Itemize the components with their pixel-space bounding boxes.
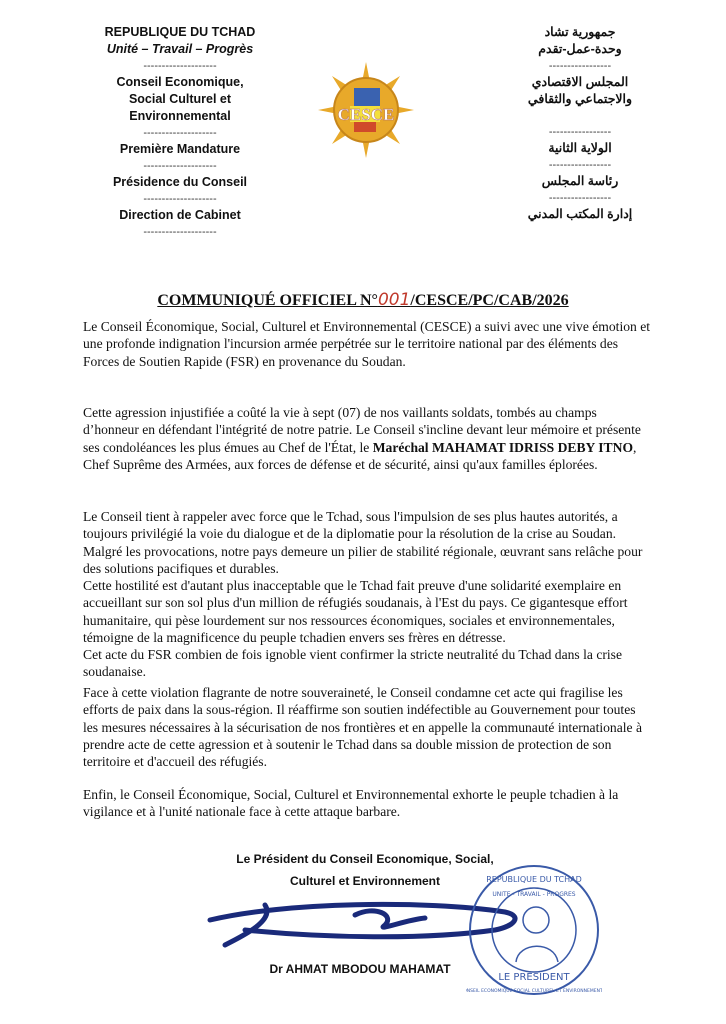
signatory-title-line-2: Culturel et Environnement xyxy=(289,874,441,888)
cabinet-ar: إدارة المكتب المدني xyxy=(527,207,633,221)
paragraph-5: Cet acte du FSR combien de fois ignoble vient confirmer la stricte neutralité du Tchad dans la crise soudanaise. xyxy=(83,647,622,680)
mandate: Première Mandature xyxy=(119,142,241,156)
org-name-2: Social Culturel et xyxy=(128,92,232,106)
org-name-ar-1: المجلس الاقتصادي xyxy=(531,75,629,89)
separator: ----------------- xyxy=(548,192,612,204)
svg-text:REPUBLIQUE DU TCHAD: REPUBLIQUE DU TCHAD xyxy=(486,875,582,884)
paragraph-2-text-end: , Chef Suprême des Armées, aux forces de défense et de sécurité, ainsi qu'aux familles éplorées. xyxy=(83,439,637,472)
signatory-name: Dr AHMAT MBODOU MAHAMAT xyxy=(269,962,451,976)
separator: -------------------- xyxy=(143,226,217,238)
official-stamp xyxy=(466,862,602,998)
header-left xyxy=(80,24,280,240)
header-right xyxy=(500,24,660,223)
title-suffix: /CESCE/PC/CAB/2026 xyxy=(410,292,569,309)
svg-text:CESCE: CESCE xyxy=(337,105,395,124)
country-name-ar: جمهورية تشاد xyxy=(544,25,616,39)
separator: -------------------- xyxy=(143,127,217,139)
separator: ----------------- xyxy=(548,159,612,171)
presidency: Présidence du Conseil xyxy=(112,175,248,189)
separator: ----------------- xyxy=(548,60,612,72)
cesce-logo xyxy=(318,62,414,158)
paragraph-2-text: Cette agression injustifiée a coûté la vie à sept (07) de nos vaillants soldats, tombés au champs d’honneur en défendant l'intégrité de notre patrie. Le Conseil s'incline devant leur mémoire et présente ses condoléances les plus émues au Chef de l'État, le xyxy=(83,405,641,455)
paragraph-1: Le Conseil Économique, Social, Culturel et Environnemental (CESCE) a suivi avec une vive émotion et une profonde indignation l'incursion armée perpétrée sur le territoire national par des éléments des Forces de Soutien Rapide (FSR) en provenance du Soudan. xyxy=(83,319,651,369)
svg-text:UNITE - TRAVAIL - PROGRES: UNITE - TRAVAIL - PROGRES xyxy=(492,891,576,898)
motto: Unité – Travail – Progrès xyxy=(106,42,254,56)
communique-title xyxy=(0,290,726,310)
communique-number: 001 xyxy=(377,290,411,310)
head-of-state-name: Maréchal MAHAMAT IDRISS DEBY ITNO xyxy=(372,439,634,455)
separator: -------------------- xyxy=(143,160,217,172)
paragraph-3: Le Conseil tient à rappeler avec force que le Tchad, sous l'impulsion de ses plus hautes autorités, a toujours privilégié la voie du dialogue et de la diplomatie pour la résolution de la crise au Soudan. Malgré les provocations, notre pays demeure un pilier de stabilité régionale, œuvrant sans relâche pour des solutions pacifiques et durables. xyxy=(83,509,643,576)
svg-text:CONSEIL ECONOMIQUE SOCIAL CULT: CONSEIL ECONOMIQUE SOCIAL CULTUREL ET ENVIRONNEMENTAL xyxy=(466,989,602,994)
signatory-title-line-1: Le Président du Conseil Economique, Social, xyxy=(236,852,494,866)
paragraph-4: Cette hostilité est d'autant plus inacceptable que le Tchad fait preuve d'une solidarité exemplaire en accueillant sur son sol plus d'un million de réfugiés soudanais, à l'Est du pays. Ce gigantesque effort humanitaire, qui pèse lourdement sur nos ressources économiques, sociales et environnementales, témoigne de la magnificence du peuple tchadien envers ses frères en détresse. xyxy=(83,578,628,645)
org-name-1: Conseil Economique, xyxy=(116,75,244,89)
cabinet: Direction de Cabinet xyxy=(119,208,241,222)
presidency-ar: رئاسة المجلس xyxy=(541,174,619,188)
mandate-ar: الولاية الثانية xyxy=(548,141,612,155)
country-name: REPUBLIQUE DU TCHAD xyxy=(104,25,256,39)
paragraph-2 xyxy=(83,404,653,473)
motto-ar: وحدة-عمل-تقدم xyxy=(538,42,622,56)
separator: ----------------- xyxy=(548,126,612,138)
paragraph-6: Face à cette violation flagrante de notre souveraineté, le Conseil condamne cet acte qui fragilise les efforts de paix dans la sous-région. Il réaffirme son soutien indéfectible au Gouvernement pour toutes les mesures nécessaires à la sécurisation de nos frontières et en appelle la communauté internationale à prendre acte de cette agression et à soutenir le Tchad dans sa double mission de protection de son territoire et d'accueil des réfugiés. xyxy=(83,685,643,770)
separator: -------------------- xyxy=(143,60,217,72)
org-name-3: Environnemental xyxy=(129,109,231,123)
title-prefix: COMMUNIQUÉ OFFICIEL N° xyxy=(157,292,378,309)
separator: -------------------- xyxy=(143,193,217,205)
svg-text:LE PRÉSIDENT: LE PRÉSIDENT xyxy=(498,972,570,983)
org-name-ar-2: والاجتماعي والثقافي xyxy=(527,92,633,106)
paragraph-7: Enfin, le Conseil Économique, Social, Culturel et Environnemental exhorte le peuple tchadien à la vigilance et à l'unité nationale face à cette attaque barbare. xyxy=(83,787,619,820)
